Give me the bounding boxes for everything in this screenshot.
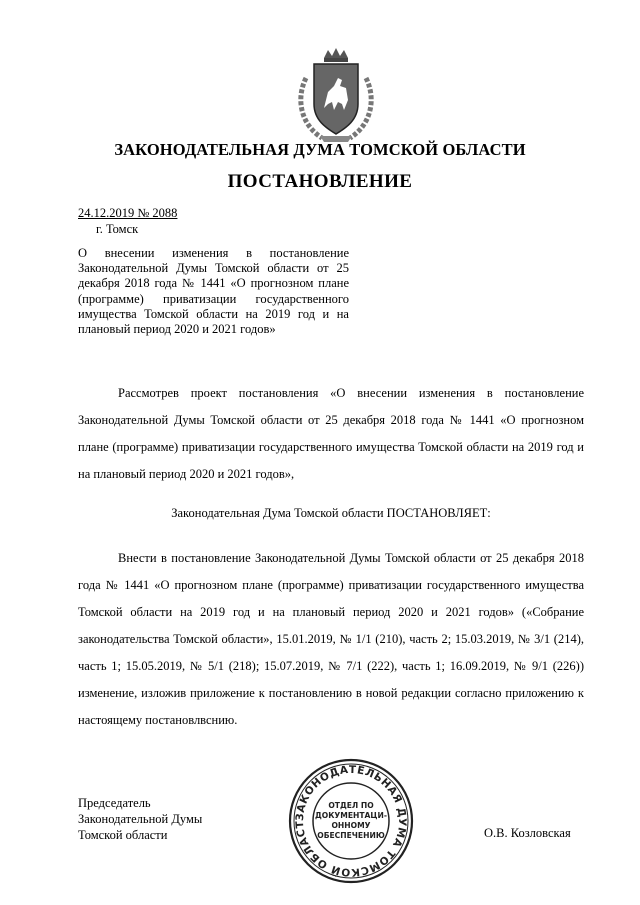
svg-text:ОТДЕЛ ПО: ОТДЕЛ ПО [328,801,374,810]
signatory-name: О.В. Козловская [484,826,571,840]
document-city: г. Томск [96,222,139,236]
body-paragraph-resolves: Законодательная Дума Томской области ПОСТАНОВЛЯЕТ: [171,506,491,520]
signatory-position-line: Председатель [78,796,151,810]
body-paragraph-considering: Рассмотрев проект постановления «О внесении изменения в постановление Законодательной Думы Томской области от 25 декабря 2018 года № 1441 «О прогнозном плане (программе) приватизации государственного имущества Томской области на 2019 год и на плановый период 2020 и 2021 годов», [78,386,584,481]
document-subject: О внесении изменения в постановление Законодательной Думы Томской области от 25 декабря 2018 года № 1441 «О прогнозном плане (программе) приватизации государственного имущества Томской области на 2019 год и на плановый период 2020 и 2021 годов» [78,246,349,337]
signatory-position-line: Томской области [78,828,168,842]
official-stamp [288,758,414,884]
svg-text:ДОКУМЕНТАЦИ-: ДОКУМЕНТАЦИ- [315,811,387,820]
body-paragraph-resolution: Внести в постановление Законодательной Думы Томской области от 25 декабря 2018 года № 1441 «О прогнозном плане (программе) приватизации государственного имущества Томской области на 2019 год и на плановый период 2020 и 2021 годов» («Собрание законодательства Томской области», 15.01.2019, № 1/1 (210), часть 2; 15.03.2019, № 3/1 (214), часть 1; 15.05.2019, № 5/1 (218); 15.07.2019, № 7/1 (222), часть 1; 16.09.2019, № 9/1 (226)) изменение, изложив приложение к постановлению в новой редакции согласно приложению к настоящему постановлвснию. [78,551,584,727]
signatory-position-line: Законодательной Думы [78,812,203,826]
document-type-title: ПОСТАНОВЛЕНИЕ [227,171,413,192]
svg-text:ЗАКОНОДАТЕЛЬНАЯ ДУМА ТОМСКОЙ О: ЗАКОНОДАТЕЛЬНАЯ ДУМА ТОМСКОЙ ОБЛАСТ [293,763,409,879]
organization-title: ЗАКОНОДАТЕЛЬНАЯ ДУМА ТОМСКОЙ ОБЛАСТИ [114,140,526,159]
signatory-position [78,795,202,843]
coat-of-arms-icon [294,48,378,144]
svg-text:ОБЕСПЕЧЕНИЮ: ОБЕСПЕЧЕНИЮ [317,831,385,840]
svg-text:ОННОМУ: ОННОМУ [331,821,371,830]
document-date-number: 24.12.2019 № 2088 [78,206,178,220]
